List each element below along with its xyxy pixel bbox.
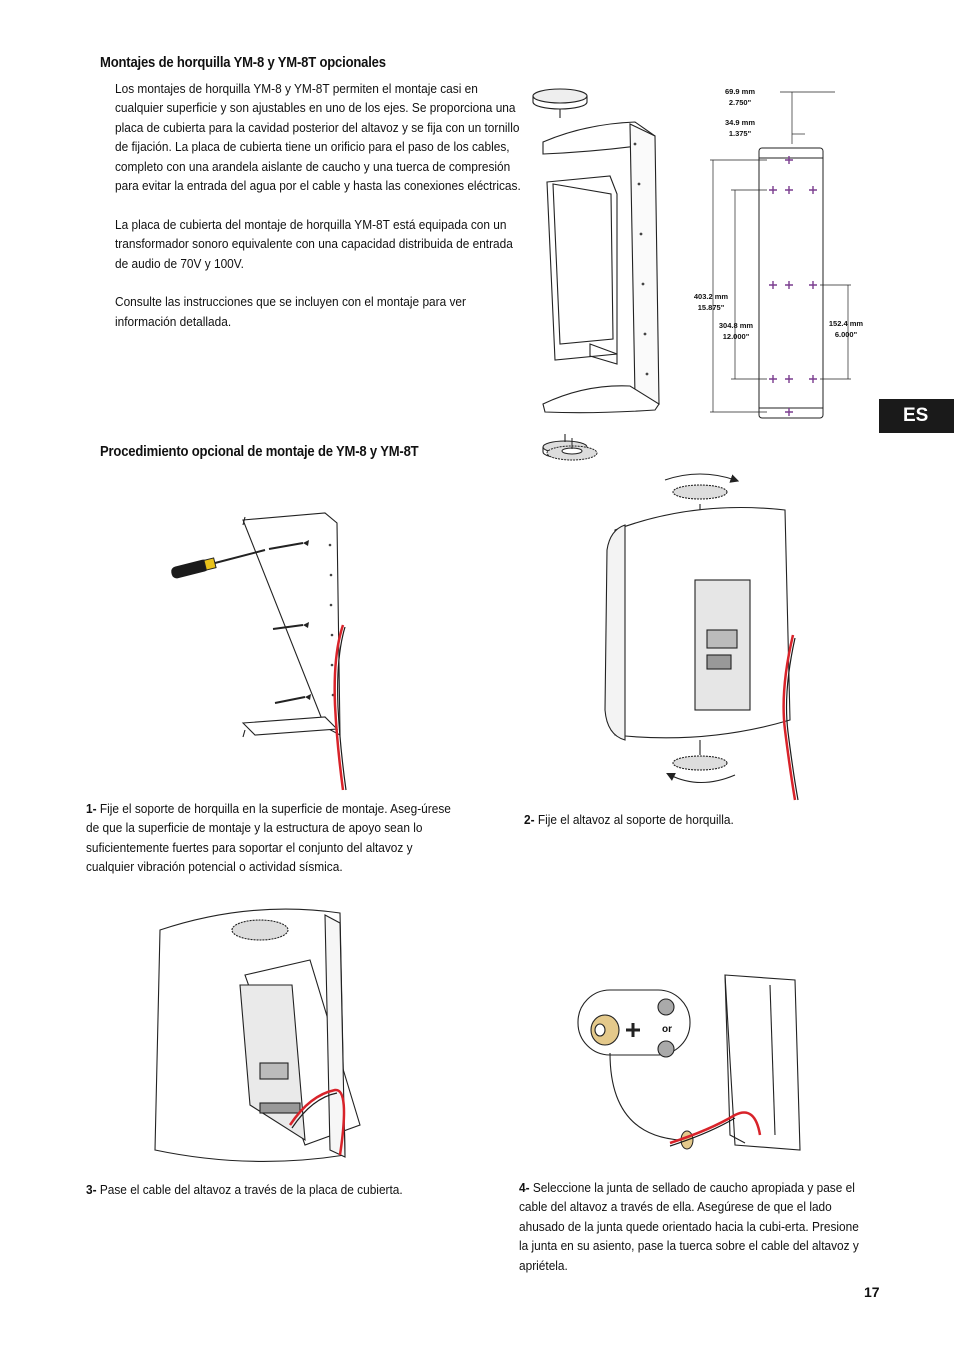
dim-69-9-mm: 69.9 mm: [724, 87, 756, 96]
step1-description: Fije el soporte de horquilla en la superficie de montaje. Aseg-úrese de que la superficie de montaje y la estructura de apoyo sean lo suficientemente fuertes para soportar el conjunto del altavoz y cualquier vibración potencial o actividad sísmica.: [86, 801, 451, 875]
step4-text: [519, 1178, 866, 1275]
paragraph-1: Los montajes de horquilla YM-8 y YM-8T permiten el montaje casi en cualquier superficie y son ajustables en uno de los ejes. Se proporciona una placa de cubierta para la cavidad posterior del altavoz y se fija con un tornillo de fijación. La placa de cubierta tiene un orificio para el paso de los cables, completo con una arandela aislante de caucho y una tuerca de compresión para evitar la entrada del agua por el cable y hasta las conexiones eléctricas.: [115, 81, 521, 194]
paragraph-3: Consulte las instrucciones que se incluyen con el montaje para ver información detallada.: [115, 294, 466, 329]
dim-6-000-in: 6.000": [834, 330, 858, 339]
step2-description: Fije el altavoz al soporte de horquilla.: [534, 812, 734, 827]
section-title-yoke-mounts: Montajes de horquilla YM-8 y YM-8T opcionales: [100, 55, 386, 71]
dim-15-875-in: 15.875": [697, 303, 725, 312]
step3-illustration: [140, 895, 365, 1170]
step3-description: Pase el cable del altavoz a través de la placa de cubierta.: [96, 1182, 403, 1197]
dim-152-4-mm: 152.4 mm: [828, 319, 864, 328]
page-number: 17: [864, 1284, 880, 1300]
step4-illustration: [570, 965, 810, 1165]
step2-illustration: [595, 470, 805, 810]
step2-number: 2-: [524, 812, 535, 827]
step2-text: [524, 810, 830, 829]
mounting-dimension-drawing: [685, 84, 875, 429]
step3-text: [86, 1180, 464, 1199]
section-title-procedure: Procedimiento opcional de montaje de YM-8 y YM-8T: [100, 444, 419, 460]
yoke-exploded-illustration: [525, 84, 700, 464]
dim-12-000-in: 12.000": [722, 332, 750, 341]
section1-body: [115, 79, 522, 351]
step4-number: 4-: [519, 1180, 530, 1195]
knob-illustration: [545, 436, 600, 464]
step1-illustration: [165, 505, 395, 795]
dim-2-750-in: 2.750": [728, 98, 752, 107]
dim-1-375-in: 1.375": [728, 129, 752, 138]
step1-text: [86, 799, 460, 877]
dim-304-8-mm: 304.8 mm: [718, 321, 754, 330]
step3-number: 3-: [86, 1182, 97, 1197]
paragraph-2: La placa de cubierta del montaje de horquilla YM-8T está equipada con un transformador sonoro equivalente con una capacidad distribuida de entrada de audio de 70V y 100V.: [115, 216, 513, 271]
language-tab: ES: [879, 399, 954, 433]
step1-number: 1-: [86, 801, 97, 816]
dim-403-2-mm: 403.2 mm: [693, 292, 729, 301]
step4-description: Seleccione la junta de sellado de caucho apropiada y pase el cable del altavoz a través de ella. Asegúrese de que el lado ahusado de la junta quede orientado hacia la cubi-erta. Presione la junta en su asiento, pase la tuerca sobre el cable del altavoz y apriétela.: [519, 1180, 859, 1273]
dim-34-9-mm: 34.9 mm: [724, 118, 756, 127]
grommet-or-label: or: [662, 1024, 672, 1035]
